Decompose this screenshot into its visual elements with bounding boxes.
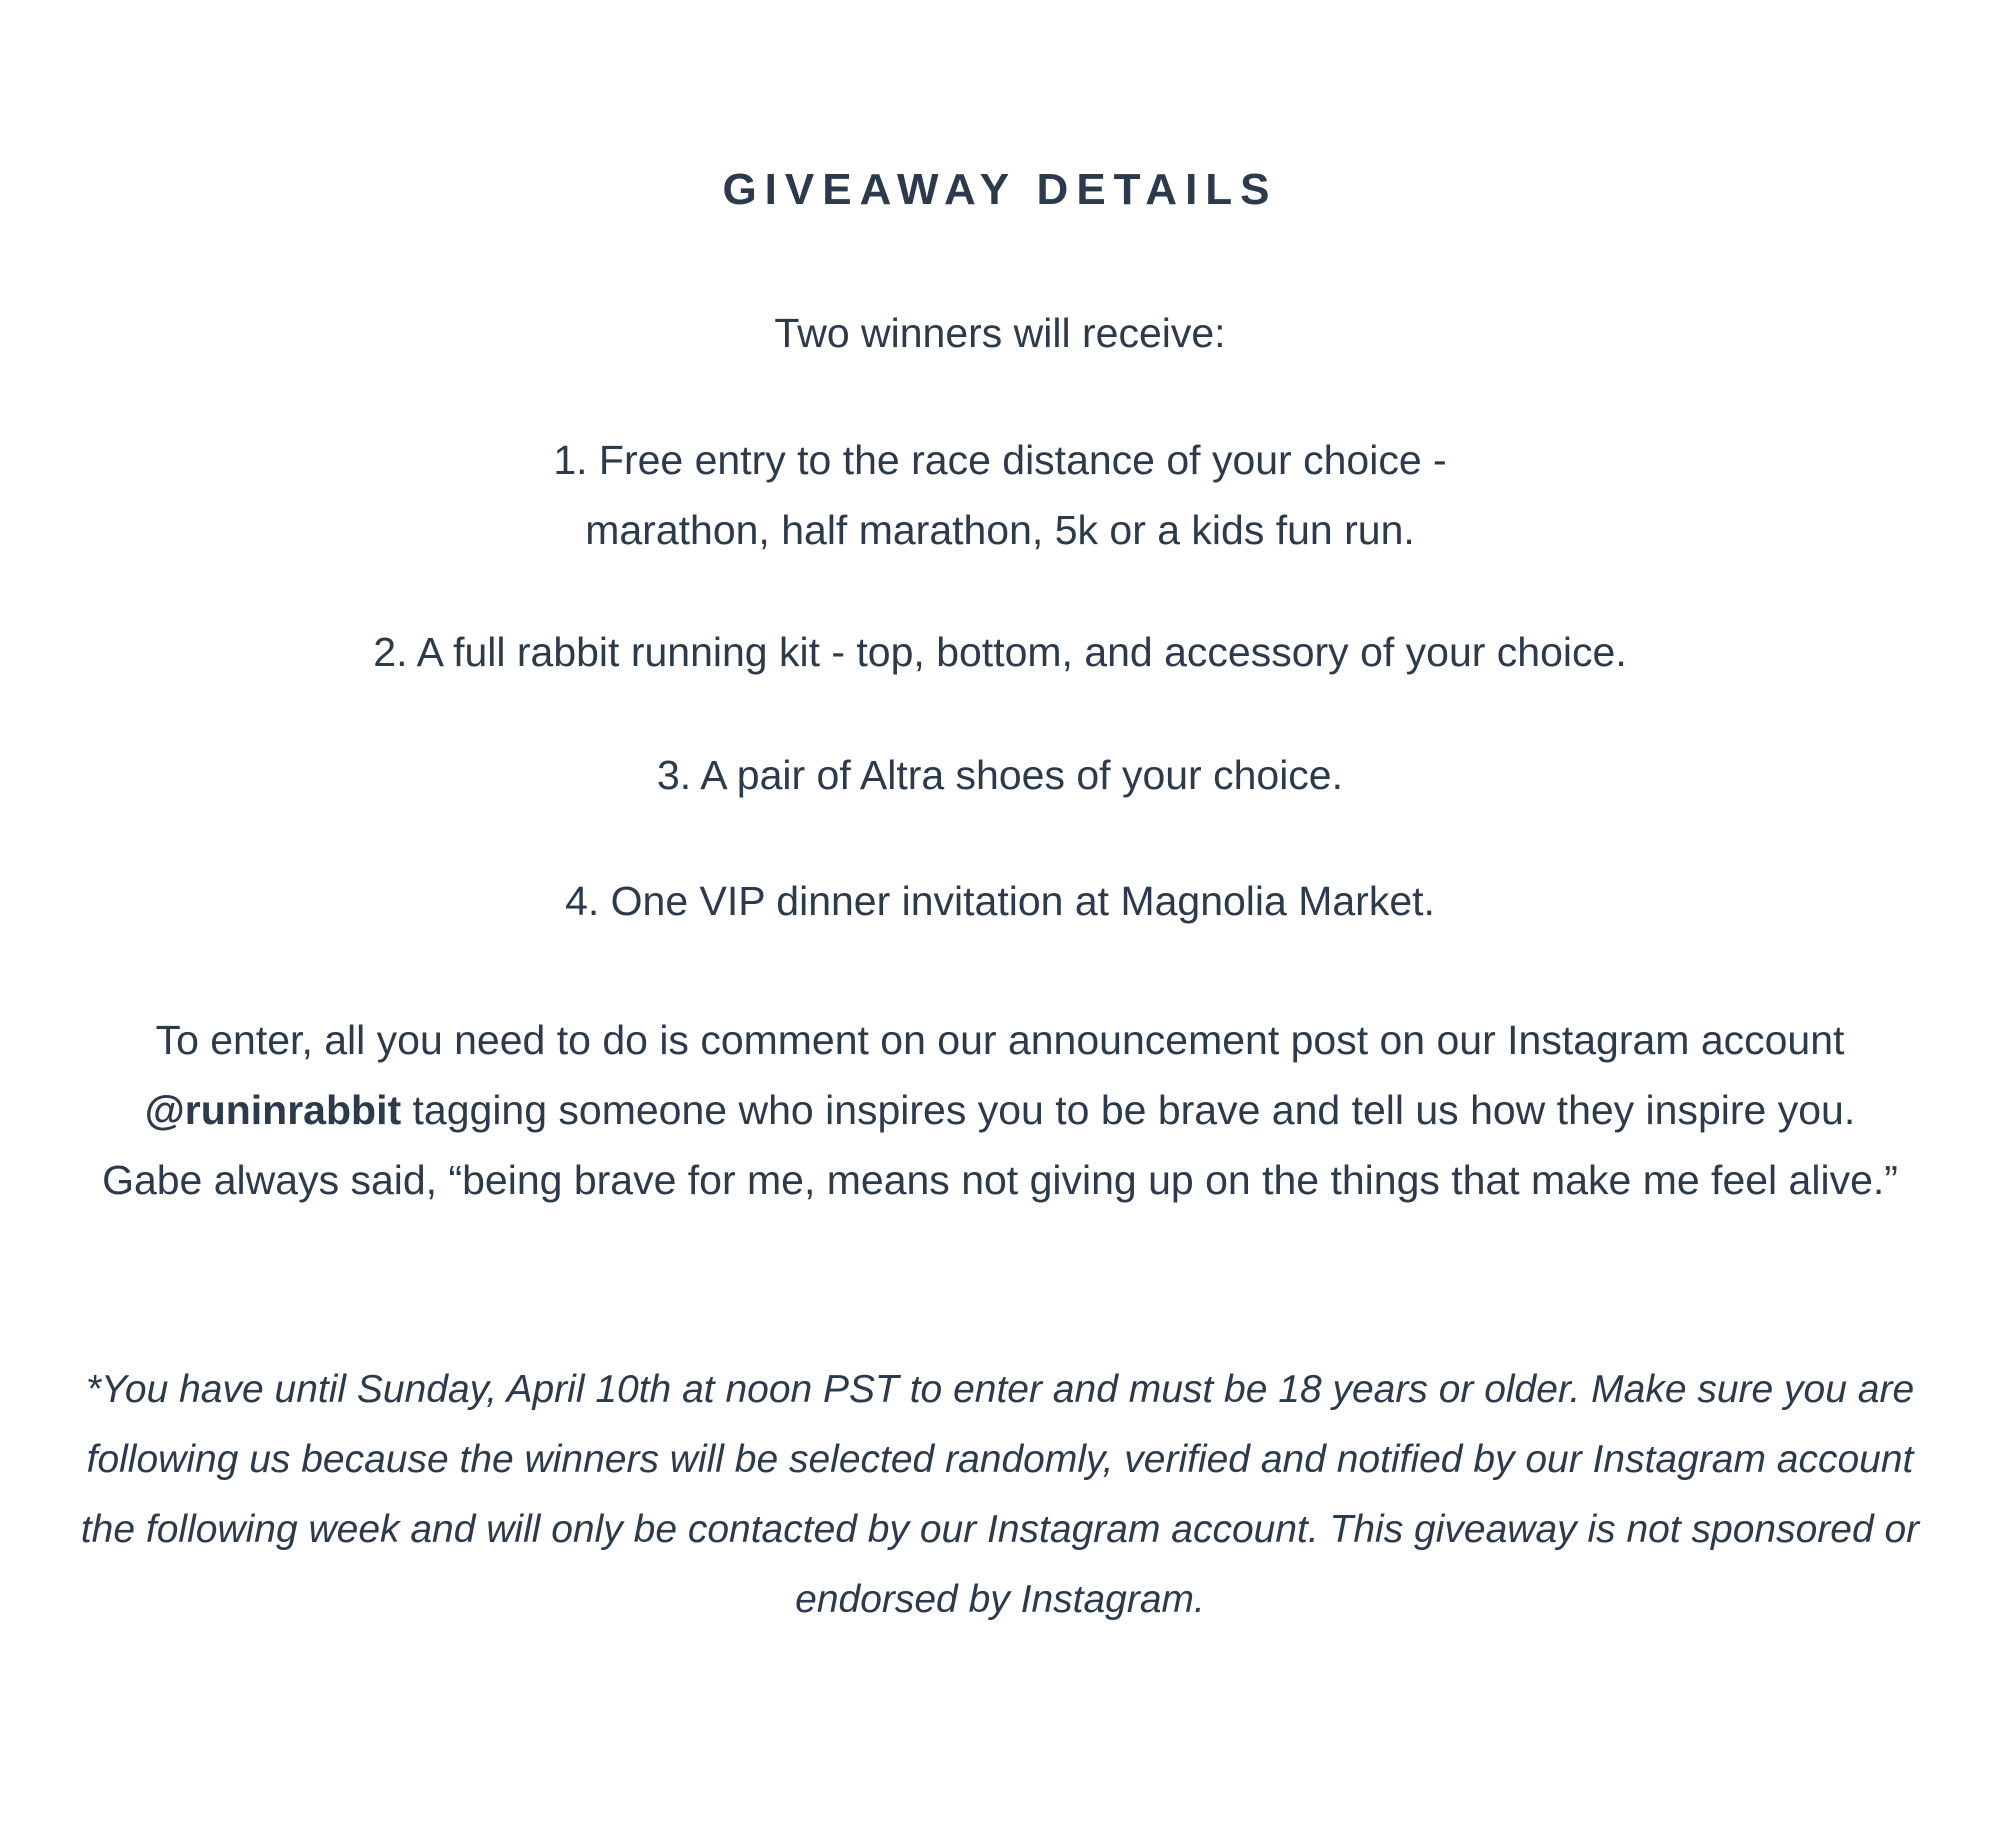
prize-item-1 xyxy=(0,425,2000,565)
intro-text: Two winners will receive: xyxy=(774,310,1226,356)
disclaimer-text: *You have until Sunday, April 10th at noon PST to enter and must be 18 years or older. Make sure you are following us because the winners will be selected randomly, verified and notified by our Instagram account the following week and will only be contacted by our Instagram account. This giveaway is not sponsored or endorsed by Instagram. xyxy=(80,1368,1920,1621)
prize-item-3: 3. A pair of Altra shoes of your choice. xyxy=(656,752,1343,798)
prize-item-4: 4. One VIP dinner invitation at Magnolia Market. xyxy=(565,878,1435,924)
entry-text-after-handle: tagging someone who inspires you to be brave and tell us how they inspire you. Gabe always said, “being brave for me, means not giving up on the things that make me feel alive.” xyxy=(102,1087,1898,1203)
prize-item-1-line-1: 1. Free entry to the race distance of your choice - xyxy=(553,437,1447,483)
instagram-handle: @runinrabbit xyxy=(144,1087,402,1133)
prize-item-2: 2. A full rabbit running kit - top, bottom, and accessory of your choice. xyxy=(373,629,1627,675)
entry-instructions xyxy=(100,1005,1900,1215)
page-title: GIVEAWAY DETAILS xyxy=(722,165,1278,214)
entry-text-before-handle: To enter, all you need to do is comment on our announcement post on our Instagram account xyxy=(155,1017,1845,1063)
prize-item-1-line-2: marathon, half marathon, 5k or a kids fun run. xyxy=(585,507,1415,553)
